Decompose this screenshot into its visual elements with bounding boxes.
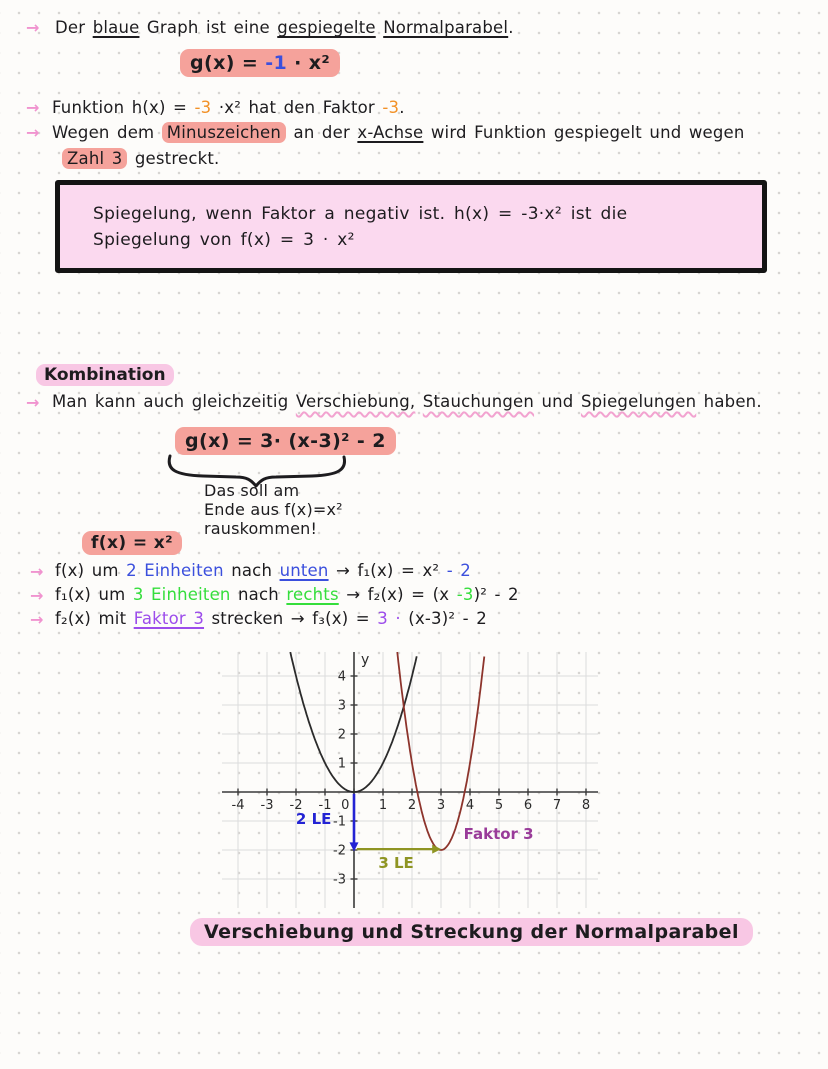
margin-arrow-icon: → — [30, 562, 44, 581]
text-segment: Normalparabel — [383, 18, 509, 37]
margin-arrow-icon: → — [26, 98, 40, 117]
text-segment: · x² — [287, 52, 331, 74]
y-tick-label: 2 — [337, 727, 346, 743]
text-segment: . — [399, 98, 405, 117]
text-segment: → f₁(x) = x² — [328, 561, 447, 580]
text-segment: f₁(x) um — [55, 585, 133, 604]
underbrace-note-line: Das soll am — [204, 481, 300, 500]
y-tick-label: -3 — [333, 872, 346, 888]
x-tick-label: 2 — [407, 798, 417, 813]
margin-arrow-icon: → — [30, 586, 44, 605]
formula-g-kombination — [175, 427, 396, 455]
text-segment: f(x) = x² — [91, 533, 173, 553]
x-tick-label: 7 — [552, 798, 562, 813]
text-segment: strecken → f₃(x) = — [204, 609, 378, 628]
x-tick-label: 6 — [523, 798, 533, 813]
text-segment: ·x² hat den Faktor — [211, 98, 383, 117]
text-segment: blaue — [92, 18, 140, 37]
step-row-3 — [55, 608, 487, 630]
x-tick-label: 5 — [494, 798, 504, 813]
intro-line-1 — [55, 17, 514, 39]
margin-arrow-icon: → — [26, 18, 40, 37]
text-segment: g(x) = — [190, 52, 266, 74]
x-tick-label: -2 — [289, 798, 303, 813]
margin-arrow-icon: → — [30, 610, 44, 629]
x-tick-label: 3 — [436, 798, 446, 813]
text-segment: gestreckt. — [127, 149, 220, 168]
y-tick-label: 3 — [337, 698, 346, 714]
y-tick-label: 1 — [337, 756, 346, 772]
text-segment: nach — [230, 585, 287, 604]
text-segment: x-Achse — [357, 123, 424, 142]
step-row-1 — [55, 560, 471, 582]
x-tick-label: -3 — [260, 798, 274, 813]
y-axis-label: y — [360, 652, 370, 668]
text-segment: f₂(x) mit — [55, 609, 134, 628]
text-segment: Minuszeichen — [162, 122, 286, 143]
text-segment: Der — [55, 18, 93, 37]
x-tick-label: -4 — [231, 798, 245, 813]
text-segment: Wegen dem — [52, 123, 162, 142]
text-segment: f(x) um — [55, 561, 127, 580]
text-segment: Spiegelung von f(x) = 3 · x² — [93, 229, 355, 250]
text-segment: gespiegelte — [277, 18, 376, 37]
text-segment: Stauchungen — [422, 392, 535, 411]
text-segment: Graph ist eine — [139, 18, 278, 37]
intro-line-wegen-1 — [52, 122, 745, 144]
text-segment: und — [534, 392, 581, 411]
text-segment: Funktion h(x) = — [52, 98, 195, 117]
transformation-graph — [222, 652, 598, 908]
shift-right-label: 3 LE — [378, 853, 414, 872]
text-segment: (x-3)² - 2 — [400, 609, 487, 628]
text-segment: - 2 — [446, 561, 471, 580]
margin-arrow-icon: → — [26, 123, 40, 142]
steps-header-formula — [82, 531, 182, 555]
text-segment: Zahl 3 — [62, 148, 127, 169]
text-segment: -3 — [456, 585, 474, 604]
shift-right-arrow-head — [432, 845, 441, 854]
x-tick-label: 0 — [341, 798, 350, 813]
y-tick-label: -1 — [333, 814, 346, 830]
text-segment: . — [508, 18, 514, 37]
graph-caption: Verschiebung und Streckung der Normalparabel — [190, 918, 753, 946]
y-tick-label: 4 — [337, 669, 346, 685]
text-segment: unten — [279, 561, 329, 580]
intro-line-wegen-2 — [62, 148, 219, 170]
text-segment: 2 Einheiten — [126, 561, 224, 580]
text-segment: -3 — [194, 98, 212, 117]
text-segment: rechts — [286, 585, 339, 604]
factor-label: Faktor 3 — [463, 824, 534, 843]
y-tick-label: -2 — [333, 843, 346, 859]
text-segment: Faktor 3 — [133, 609, 205, 628]
text-segment: Man kann auch gleichzeitig — [52, 392, 296, 411]
text-segment: an der — [286, 123, 358, 142]
underbrace-note — [204, 482, 343, 539]
text-segment: → f₂(x) = (x — [338, 585, 457, 604]
text-segment: wird Funktion gespiegelt und wegen — [423, 123, 745, 142]
intro-line-funktion — [52, 97, 405, 119]
x-tick-label: 8 — [581, 798, 591, 813]
kombination-line-1 — [52, 391, 762, 413]
text-segment: )² - 2 — [473, 585, 519, 604]
margin-arrow-icon: → — [26, 393, 40, 412]
text-segment: 3 · — [377, 609, 401, 628]
x-tick-label: -1 — [318, 798, 332, 813]
kombination-heading: Kombination — [36, 364, 174, 386]
step-row-2 — [55, 584, 519, 606]
x-tick-label: 4 — [465, 798, 475, 813]
underbrace-note-line: Ende aus f(x)=x² — [204, 499, 343, 519]
text-segment: g(x) = 3· (x-3)² - 2 — [185, 430, 386, 452]
spiegelung-note-box — [55, 180, 767, 273]
text-segment: haben. — [696, 392, 762, 411]
text-segment: Spiegelung, wenn Faktor a negativ ist. h(x) = -3·x² ist die — [93, 204, 628, 224]
text-segment: Spiegelungen — [580, 392, 697, 411]
text-segment: nach — [223, 561, 280, 580]
x-tick-label: 1 — [378, 798, 388, 813]
text-segment: -3 — [382, 98, 400, 117]
underbrace-note-line: rauskommen! — [204, 518, 318, 538]
note-box-line-2 — [93, 228, 742, 254]
text-segment: Verschiebung, — [295, 392, 416, 411]
shift-down-label: 2 LE — [295, 809, 332, 828]
formula-g-spiegelung — [180, 49, 340, 77]
text-segment: 3 Einheiten — [132, 585, 231, 604]
text-segment — [415, 392, 422, 411]
text-segment: -1 — [265, 52, 288, 74]
note-box-line-1 — [93, 202, 742, 228]
